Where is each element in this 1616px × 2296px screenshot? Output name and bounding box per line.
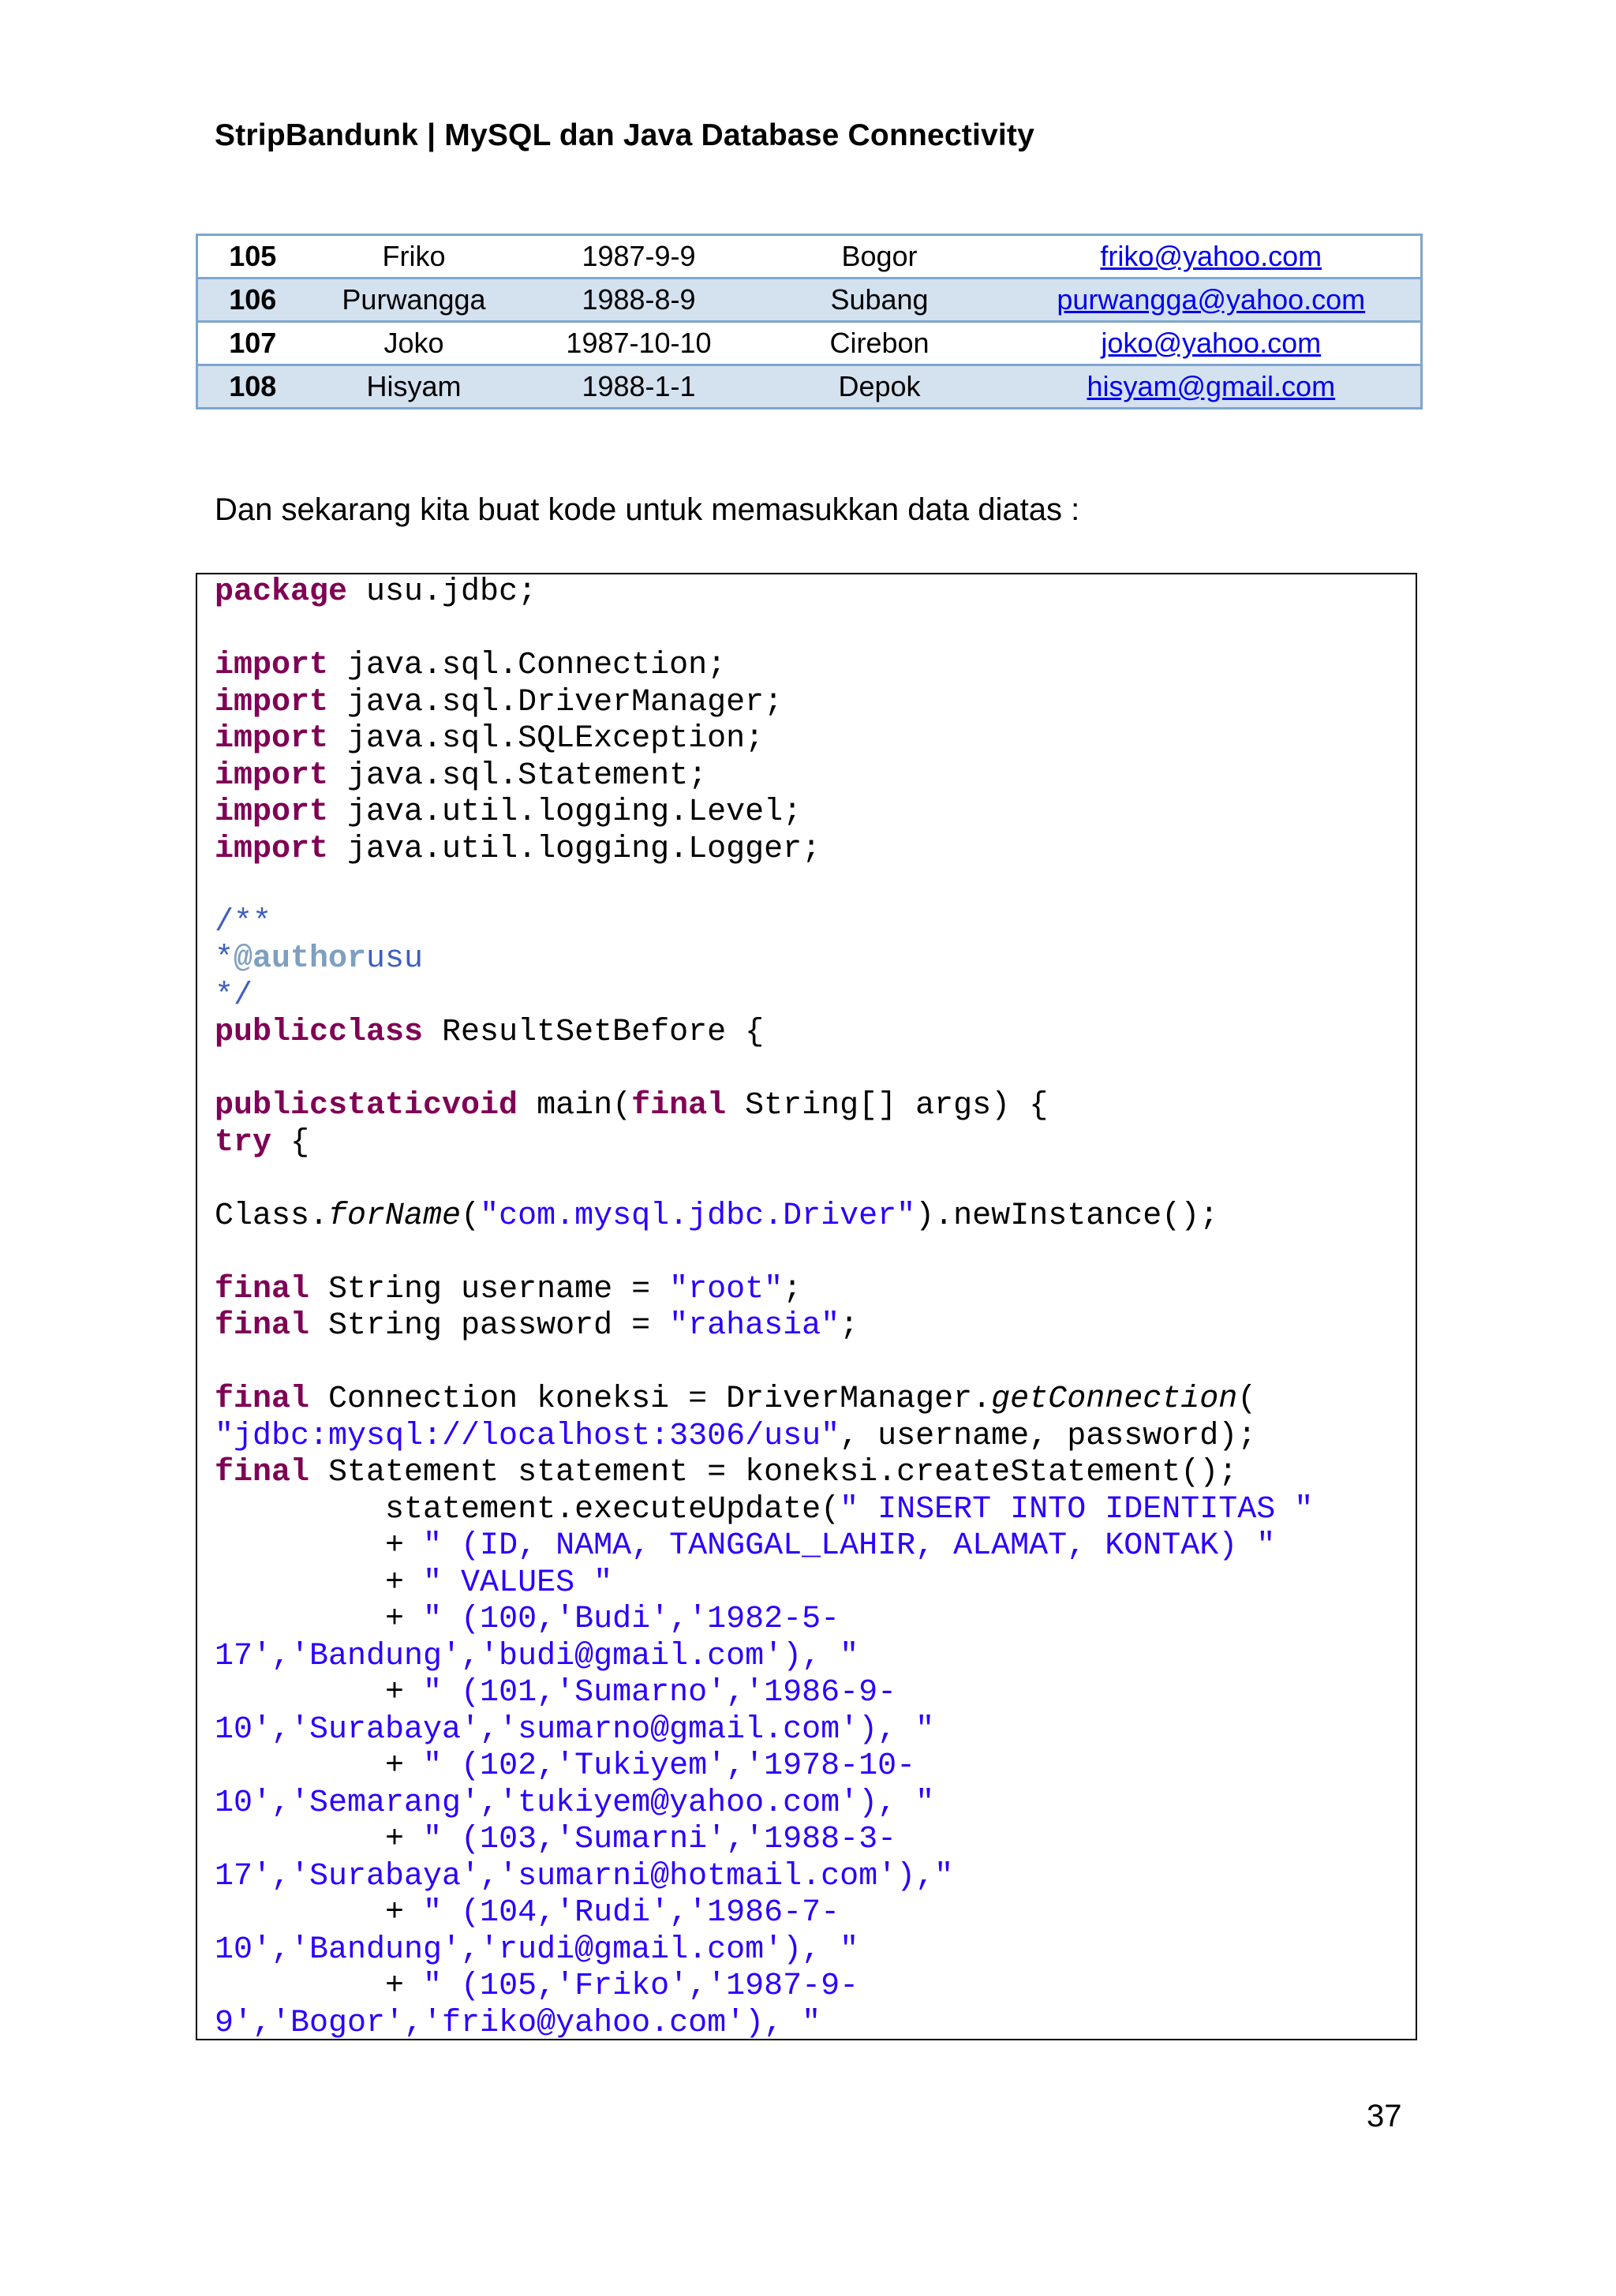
- code-token: java.sql.DriverManager;: [328, 684, 784, 720]
- code-line: [215, 685, 1313, 722]
- code-line: [215, 1161, 1313, 1198]
- code-line: [215, 1345, 1313, 1382]
- identity-data-table: [196, 234, 1423, 409]
- code-token: Connection koneksi = DriverManager.: [309, 1382, 992, 1417]
- code-line: [215, 1382, 1313, 1419]
- code-line: [215, 1786, 1313, 1823]
- code-token: try: [215, 1124, 272, 1161]
- code-token: java.sql.SQLException;: [328, 721, 765, 757]
- code-token: 10','Surabaya','sumarno@gmail.com'), ": [215, 1711, 935, 1748]
- code-line: [215, 1712, 1313, 1749]
- code-line: [215, 721, 1313, 758]
- code-token: final: [215, 1271, 310, 1307]
- cell-id: 108: [197, 365, 308, 409]
- code-line: [215, 1932, 1313, 1969]
- code-token: +: [215, 1822, 424, 1857]
- code-token: java.util.logging.Logger;: [328, 831, 821, 867]
- code-line: [215, 1015, 1313, 1052]
- code-line: [215, 1308, 1313, 1345]
- email-link[interactable]: joko@yahoo.com: [1101, 327, 1322, 359]
- code-token: "rahasia": [669, 1308, 840, 1344]
- code-token: ).newInstance();: [915, 1198, 1219, 1234]
- code-line: [215, 1235, 1313, 1272]
- code-token: import: [215, 795, 329, 830]
- code-token: import: [215, 831, 329, 867]
- table-row: [197, 365, 1422, 409]
- code-token: final: [215, 1308, 310, 1344]
- cell-birth-date: 1988-1-1: [521, 365, 758, 409]
- code-token: forName: [328, 1198, 462, 1234]
- cell-name: Joko: [308, 322, 521, 365]
- code-token: main(: [518, 1088, 632, 1124]
- cell-name: Hisyam: [308, 365, 521, 409]
- cell-id: 107: [197, 322, 308, 365]
- code-token: import: [215, 721, 329, 757]
- code-line: [215, 758, 1313, 795]
- code-line: [215, 1859, 1313, 1896]
- cell-birth-date: 1987-9-9: [521, 235, 758, 279]
- table-row: [197, 279, 1422, 322]
- cell-birth-date: 1988-8-9: [521, 279, 758, 322]
- code-token: "root": [669, 1271, 784, 1307]
- code-token: " (101,'Sumarno','1986-9-: [423, 1675, 897, 1711]
- code-token: package: [215, 574, 348, 610]
- code-token: +: [215, 1675, 424, 1711]
- code-token: java.util.logging.Level;: [328, 795, 802, 830]
- page-number: 37: [1367, 2099, 1402, 2133]
- cell-city: Depok: [758, 365, 1002, 409]
- code-line: [215, 1272, 1313, 1309]
- code-token: usu.jdbc;: [347, 574, 537, 610]
- code-token: +: [215, 1565, 424, 1601]
- code-token: java.sql.Connection;: [328, 648, 727, 683]
- email-link[interactable]: hisyam@gmail.com: [1087, 370, 1336, 402]
- code-token: getConnection: [991, 1382, 1238, 1417]
- code-token: String password =: [309, 1308, 670, 1344]
- cell-email: [1002, 322, 1422, 365]
- code-line: [215, 1455, 1313, 1492]
- intro-paragraph: Dan sekarang kita buat kode untuk memasukkan data diatas :: [215, 492, 1080, 527]
- code-token: java.sql.Statement;: [328, 757, 708, 794]
- code-token: ;: [840, 1308, 859, 1344]
- code-token: usu: [366, 941, 424, 977]
- code-line: [215, 648, 1313, 685]
- code-line: [215, 2006, 1313, 2041]
- code-token: String username =: [309, 1271, 670, 1307]
- code-line: [215, 1492, 1313, 1529]
- code-line: [215, 611, 1313, 649]
- code-listing-box: [196, 573, 1417, 2040]
- code-token: final: [631, 1088, 727, 1124]
- code-line: [215, 1822, 1313, 1859]
- code-token: +: [215, 1748, 424, 1784]
- code-line: [215, 1528, 1313, 1565]
- cell-birth-date: 1987-10-10: [521, 322, 758, 365]
- code-line: [215, 1419, 1313, 1456]
- code-line: [215, 1565, 1313, 1602]
- code-line: [215, 1602, 1313, 1639]
- code-line: [215, 1088, 1313, 1125]
- cell-email: [1002, 279, 1422, 322]
- code-token: String[] args) {: [726, 1088, 1049, 1124]
- code-line: [215, 1748, 1313, 1786]
- table-row: [197, 322, 1422, 365]
- cell-email: [1002, 365, 1422, 409]
- cell-city: Subang: [758, 279, 1002, 322]
- code-line: [215, 941, 1313, 978]
- code-token: "jdbc:mysql://localhost:3306/usu": [215, 1418, 840, 1454]
- code-line: [215, 1895, 1313, 1932]
- code-token: +: [215, 1528, 424, 1564]
- page-header-title: StripBandunk | MySQL dan Java Database Connectivity: [215, 118, 1034, 152]
- code-token: " INSERT INTO IDENTITAS ": [840, 1491, 1314, 1528]
- code-line: [215, 1052, 1313, 1089]
- code-token: Class.: [215, 1198, 329, 1234]
- code-token: (: [1237, 1382, 1257, 1417]
- code-token: 10','Semarang','tukiyem@yahoo.com'), ": [215, 1785, 935, 1821]
- code-token: 17','Surabaya','sumarni@hotmail.com'),": [215, 1858, 954, 1894]
- code-token: import: [215, 648, 329, 683]
- code-token: " VALUES ": [423, 1565, 613, 1601]
- cell-name: Purwangga: [308, 279, 521, 322]
- cell-city: Cirebon: [758, 322, 1002, 365]
- code-token: final: [215, 1382, 310, 1417]
- code-line: [215, 905, 1313, 942]
- code-token: (: [461, 1198, 481, 1234]
- code-token: " (102,'Tukiyem','1978-10-: [423, 1748, 916, 1784]
- code-line: [215, 1198, 1313, 1236]
- code-token: " (103,'Sumarni','1988-3-: [423, 1822, 897, 1857]
- code-token: ResultSetBefore {: [423, 1015, 765, 1050]
- code-line: [215, 978, 1313, 1015]
- code-line: [215, 868, 1313, 905]
- cell-name: Friko: [308, 235, 521, 279]
- code-token: +: [215, 1895, 424, 1931]
- cell-id: 106: [197, 279, 308, 322]
- table-row: [197, 235, 1422, 279]
- code-token: " (104,'Rudi','1986-7-: [423, 1895, 840, 1931]
- code-token: " (105,'Friko','1987-9-: [423, 1969, 859, 2004]
- code-token: +: [215, 1969, 424, 2004]
- email-link[interactable]: purwangga@yahoo.com: [1057, 283, 1366, 316]
- code-token: Statement statement = koneksi.createStatement();: [309, 1455, 1238, 1490]
- code-line: [215, 1125, 1313, 1162]
- code-token: publicstaticvoid: [215, 1088, 518, 1124]
- code-token: 10','Bandung','rudi@gmail.com'), ": [215, 1931, 859, 1968]
- cell-email: [1002, 235, 1422, 279]
- code-line: [215, 795, 1313, 832]
- code-token: , username, password);: [840, 1418, 1257, 1454]
- code-token: @author: [234, 941, 367, 977]
- code-token: ;: [783, 1271, 802, 1307]
- code-token: +: [215, 1602, 424, 1637]
- java-code-block: [215, 574, 1313, 2040]
- code-token: import: [215, 684, 329, 720]
- code-line: [215, 1969, 1313, 2006]
- code-token: 9','Bogor','friko@yahoo.com'), ": [215, 2005, 821, 2040]
- code-line: [215, 1639, 1313, 1676]
- cell-city: Bogor: [758, 235, 1002, 279]
- code-token: /**: [215, 904, 272, 940]
- cell-id: 105: [197, 235, 308, 279]
- code-token: publicclass: [215, 1015, 424, 1050]
- code-token: " (ID, NAMA, TANGGAL_LAHIR, ALAMAT, KONTAK) ": [423, 1528, 1276, 1564]
- code-token: import: [215, 757, 329, 794]
- code-token: statement.executeUpdate(: [215, 1491, 840, 1528]
- code-line: [215, 574, 1313, 611]
- code-line: [215, 1675, 1313, 1712]
- code-token: "com.mysql.jdbc.Driver": [480, 1198, 916, 1234]
- code-token: {: [271, 1124, 310, 1161]
- code-line: [215, 832, 1313, 869]
- code-token: */: [215, 978, 253, 1014]
- code-token: final: [215, 1455, 310, 1490]
- email-link[interactable]: friko@yahoo.com: [1100, 240, 1322, 272]
- code-token: " (100,'Budi','1982-5-: [423, 1602, 840, 1637]
- code-token: 17','Bandung','budi@gmail.com'), ": [215, 1638, 859, 1674]
- code-token: *: [215, 941, 234, 977]
